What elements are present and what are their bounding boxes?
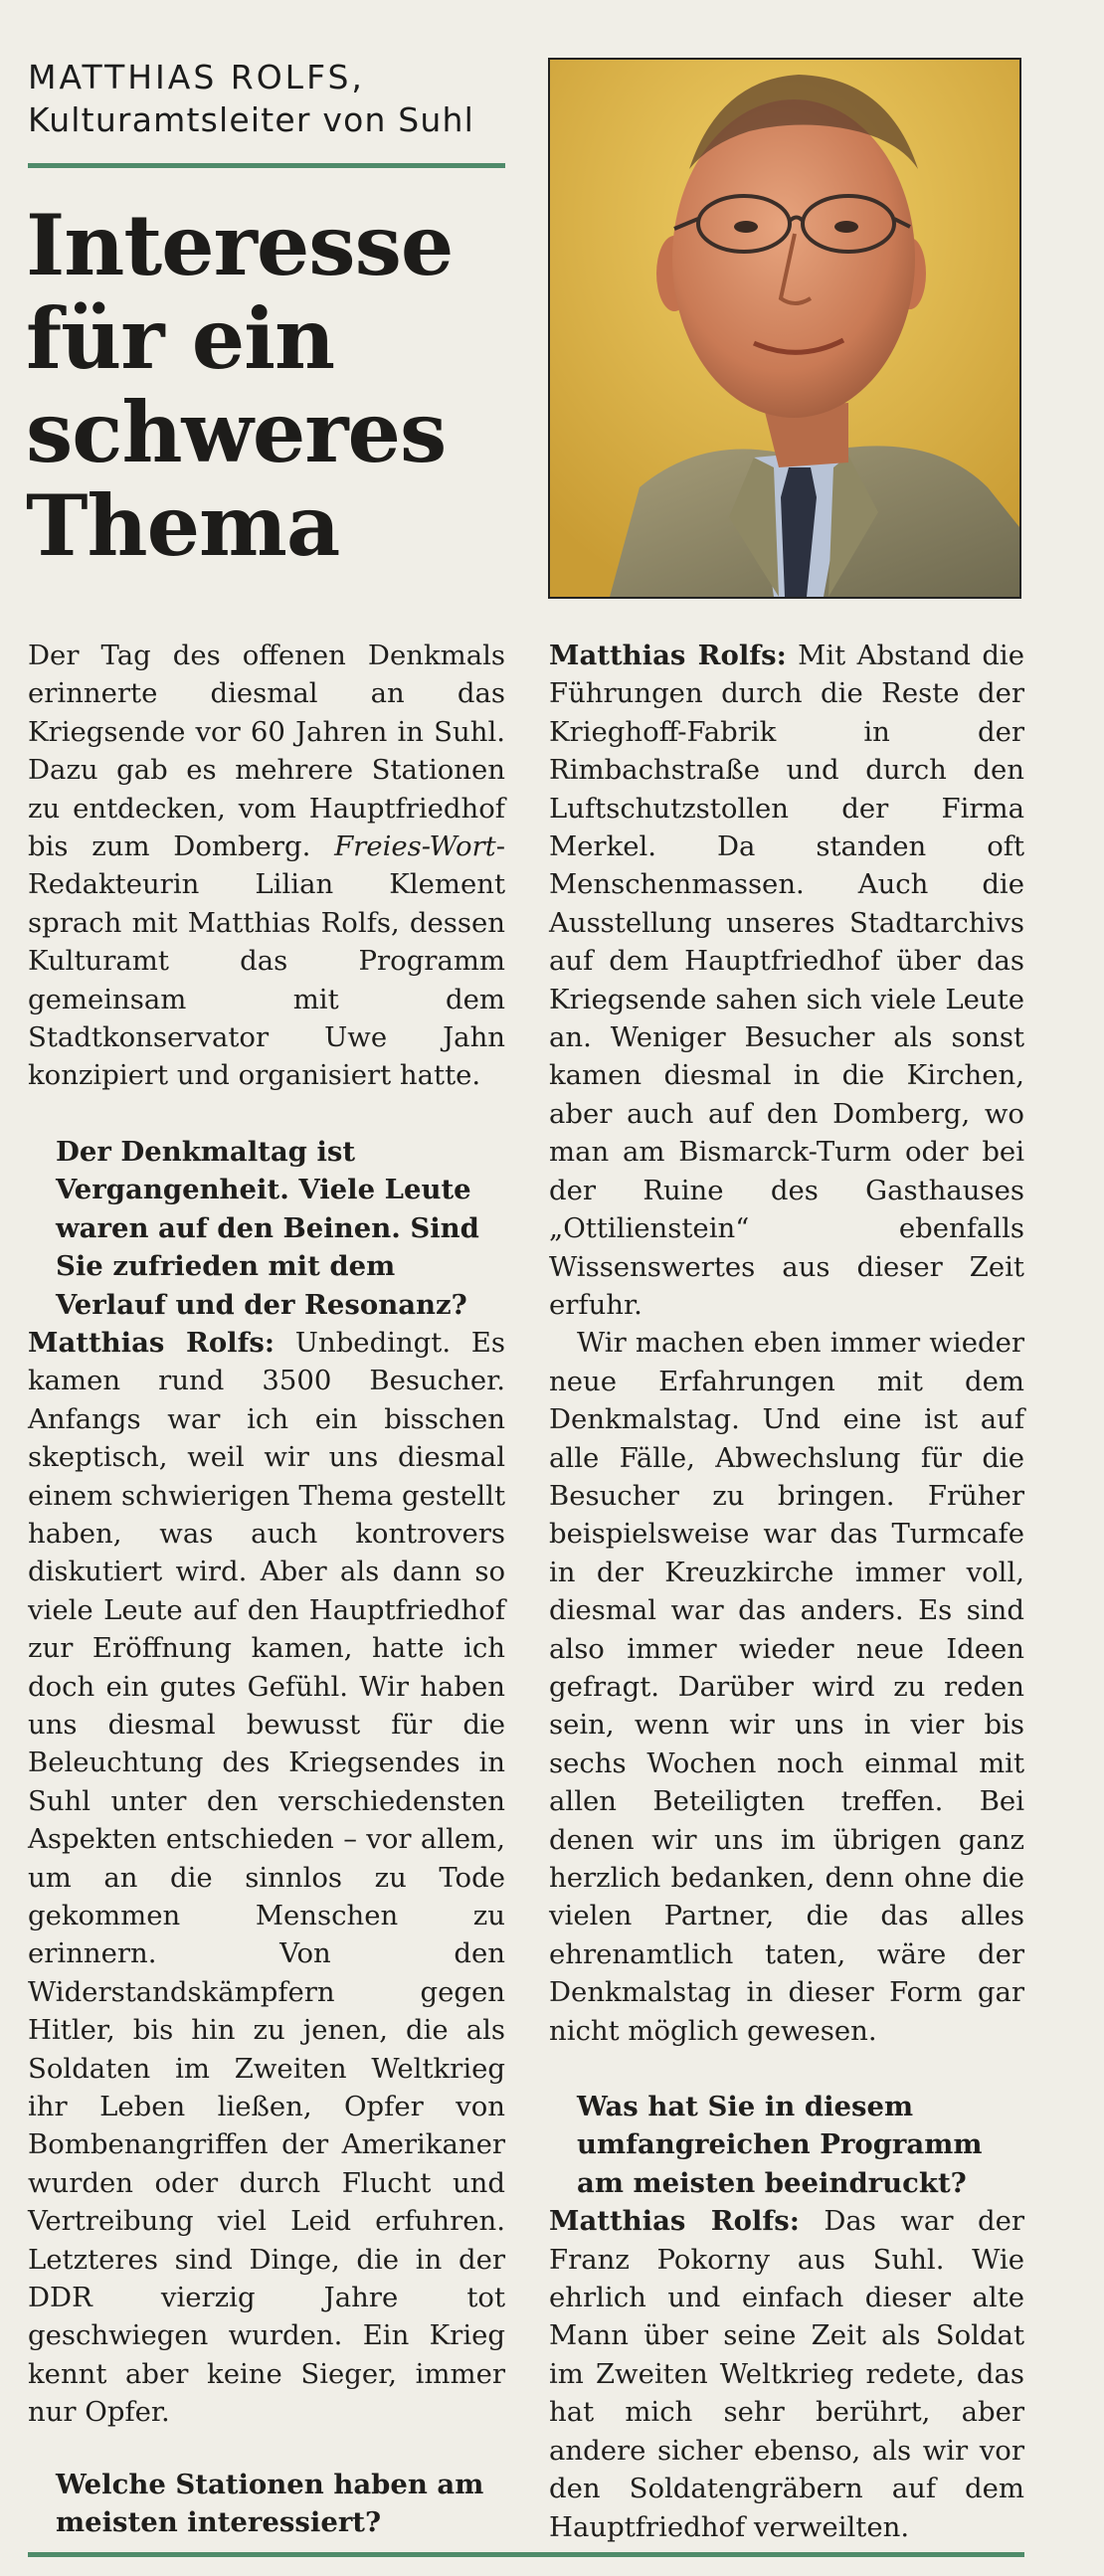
kicker [28, 56, 505, 141]
answer-3 [549, 2202, 1024, 2546]
column-right [549, 637, 1024, 2546]
top-divider [28, 163, 505, 168]
speaker-label: Matthias Rolfs: [28, 1326, 276, 1359]
intro-paragraph [28, 637, 505, 1095]
interviewee-name: MATTHIAS ROLFS, [28, 58, 365, 96]
bottom-divider [28, 2552, 1024, 2557]
answer-3-text: Das war der Franz Pokorny aus Suhl. Wie ehrlich und einfach dieser alte Mann über seine Zeit als Soldat im Zweiten Weltkrieg redete, das hat mich sehr berührt, aber andere sicher ebenso, als wir vor den Soldatengräbern auf dem Hauptfriedhof verweilten. [549, 2205, 1024, 2543]
portrait-illustration [550, 60, 1019, 597]
newspaper-name: Freies-Wort [334, 830, 496, 863]
intro-text-1: Der Tag des offenen Denkmals erinnerte diesmal an das Kriegsende vor 60 Jahren in Suhl. Dazu gab es mehrere Stationen zu entdecken, vom Hauptfriedhof bis zum Domberg. [28, 640, 505, 863]
headline-line-2: für ein [26, 289, 335, 388]
answer-2-continued: Wir machen eben immer wieder neue Erfahrungen mit dem Denkmalstag. Und eine ist auf alle Fälle, Abwechslung für die Besucher zu bringen. Früher beispielsweise war das Turmcafe in der Kreuzkirche immer voll, diesmal war das anders. Es sind also immer wieder neue Ideen gefragt. Darüber wird zu reden sein, wenn wir uns in vier bis sechs Wochen noch einmal mit allen Beteiligten treffen. Bei denen wir uns im übrigen ganz herzlich bedanken, denn ohne die vielen Partner, die das alles ehrenamtlich taten, wäre der Denkmalstag in dieser Form gar nicht möglich gewesen. [549, 1327, 1024, 2047]
question-3: Was hat Sie in diesem umfangreichen Programm am meisten beeindruckt? [577, 2091, 983, 2199]
answer-2 [549, 637, 1024, 1324]
speaker-label: Matthias Rolfs: [549, 640, 787, 671]
answer-1 [28, 1324, 505, 2432]
interviewee-role: Kulturamtsleiter von Suhl [28, 100, 475, 139]
headline-line-3: schweres [26, 383, 447, 481]
question-2: Welche Stationen haben am meisten interessiert? [56, 2468, 484, 2539]
column-left [28, 637, 505, 2542]
answer-2-text: Mit Abstand die Führungen durch die Reste der Krieghoff-Fabrik in der Rimbachstraße und durch den Luftschutzstollen der Firma Merkel. Da standen oft Menschenmassen. Auch die Ausstellung unseres Stadtarchivs auf dem Hauptfriedhof über das Kriegsende sahen sich viele Leute an. Weniger Besucher als sonst kamen diesmal in die Kirchen, aber auch auf den Domberg, wo man am Bismarck-Turm oder bei der Ruine des Gasthauses „Ottilienstein“ ebenfalls Wissenswertes aus dieser Zeit erfuhr. [549, 640, 1024, 1321]
portrait-photo [548, 58, 1021, 599]
headline-line-4: Thema [26, 476, 340, 575]
speaker-label: Matthias Rolfs: [549, 2205, 800, 2238]
headline-line-1: Interesse [26, 196, 454, 294]
intro-text-2: -Redakteurin Lilian Klement sprach mit Matthias Rolfs, dessen Kulturamt das Programm gemeinsam mit dem Stadtkonservator Uwe Jahn konzipiert und organisiert hatte. [28, 830, 505, 1092]
answer-1-text: Unbedingt. Es kamen rund 3500 Besucher. Anfangs war ich ein bisschen skeptisch, weil wir uns diesmal einem schwierigen Thema gestellt haben, was auch kontrovers diskutiert wird. Aber als dann so viele Leute auf den Hauptfriedhof zur Eröffnung kamen, hatte ich doch ein gutes Gefühl. Wir haben uns diesmal bewusst für die Beleuchtung des Kriegsendes in Suhl unter den verschiedensten Aspekten entschieden – vor allem, um an die sinnlos zu Tode gekommen Menschen zu erinnern. Von den Widerstandskämpfern gegen Hitler, bis hin zu jenen, die als Soldaten im Zweiten Weltkrieg ihr Leben ließen, Opfer von Bombenangriffen der Amerikaner wurden oder durch Flucht und Vertreibung viel Leid erfuhren. Letzteres sind Dinge, die in der DDR vierzig Jahre tot geschwiegen wurden. Ein Krieg kennt aber keine Sieger, immer nur Opfer. [28, 1326, 505, 2429]
question-1: Der Denkmaltag ist Vergangenheit. Viele Leute waren auf den Beinen. Sind Sie zufrieden mit dem Verlauf und der Resonanz? [56, 1135, 479, 1321]
headline [26, 196, 523, 575]
